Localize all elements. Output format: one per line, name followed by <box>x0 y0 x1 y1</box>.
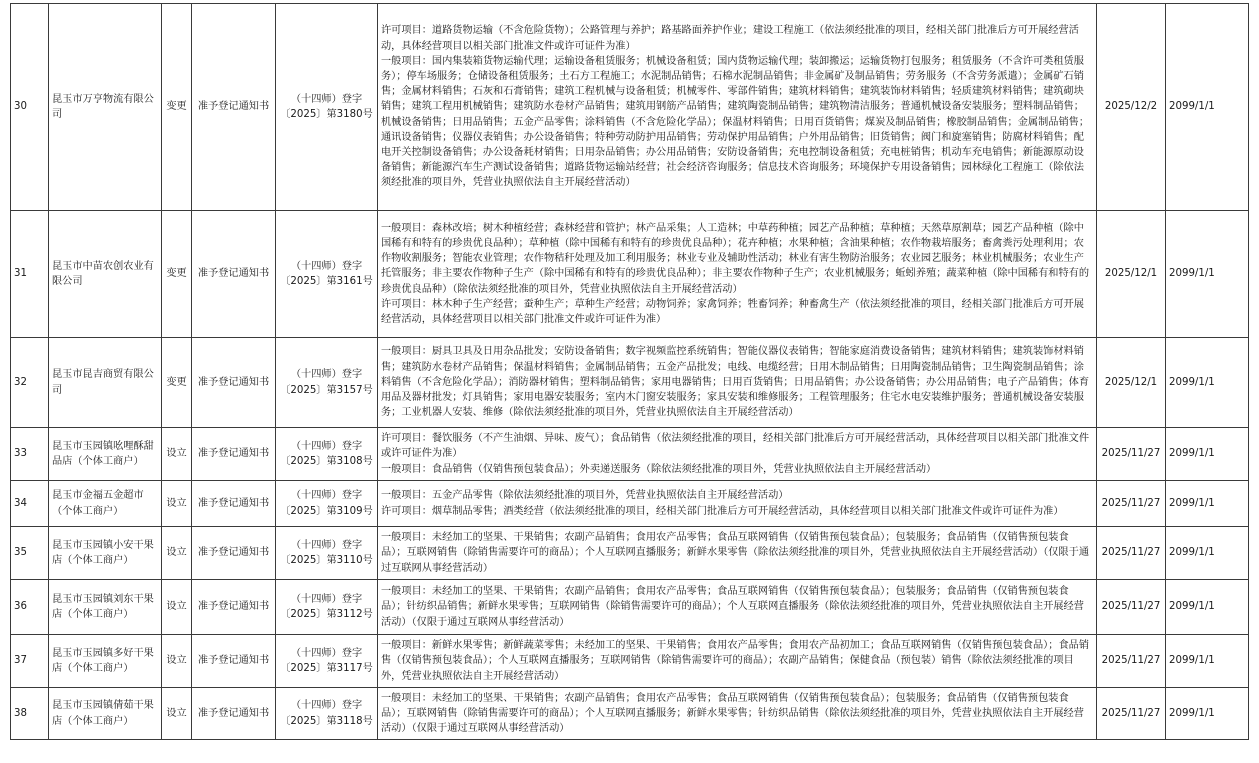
table-row <box>11 481 1249 527</box>
document-number: （十四师）登字〔2025〕第3117号 <box>276 635 378 688</box>
document-type: 准予登记通知书 <box>192 527 276 580</box>
expiry-date: 2099/1/1 <box>1166 527 1249 580</box>
document-number: （十四师）登字〔2025〕第3109号 <box>276 481 378 527</box>
registration-type: 变更 <box>162 211 192 338</box>
business-scope <box>378 338 1097 428</box>
approval-date: 2025/12/1 <box>1097 338 1166 428</box>
company-name: 昆玉市昆吉商贸有限公司 <box>49 338 162 428</box>
business-scope-paragraph: 一般项目：新鲜水果零售；新鲜蔬菜零售；未经加工的坚果、干果销售；食用农产品零售；食用农产品初加工；食品互联网销售（仅销售预包装食品）；食品销售（仅销售预包装食品）；个人互联网直播服务；互联网销售（除销售需要许可的商品）；农副产品销售；保健食品（预包装）销售（除依法须经批准的项目外，凭营业执照依法自主开展经营活动） <box>381 640 1090 682</box>
document-type: 准予登记通知书 <box>192 4 276 211</box>
company-name: 昆玉市中苗农创农业有限公司 <box>49 211 162 338</box>
registration-type: 设立 <box>162 527 192 580</box>
row-number: 30 <box>11 4 49 211</box>
document-number: （十四师）登字〔2025〕第3108号 <box>276 428 378 481</box>
registration-type: 设立 <box>162 580 192 635</box>
row-number: 32 <box>11 338 49 428</box>
company-name: 昆玉市玉园镇小安干果店（个体工商户） <box>49 527 162 580</box>
document-number: （十四师）登字〔2025〕第3180号 <box>276 4 378 211</box>
business-scope <box>378 635 1097 688</box>
business-scope <box>378 211 1097 338</box>
document-number: （十四师）登字〔2025〕第3157号 <box>276 338 378 428</box>
table-row <box>11 580 1249 635</box>
business-scope-paragraph: 许可项目：林木种子生产经营；蚕种生产；草种生产经营；动物饲养；家禽饲养；牲畜饲养；种畜禽生产（依法须经批准的项目，经相关部门批准后方可开展经营活动，具体经营项目以相关部门批准文件或许可证件为准） <box>381 298 1084 325</box>
document-type: 准予登记通知书 <box>192 580 276 635</box>
table-row <box>11 211 1249 338</box>
row-number: 38 <box>11 688 49 740</box>
row-number: 35 <box>11 527 49 580</box>
row-number: 33 <box>11 428 49 481</box>
expiry-date: 2099/1/1 <box>1166 481 1249 527</box>
registration-type: 设立 <box>162 428 192 481</box>
table-row <box>11 688 1249 740</box>
business-scope-paragraph: 许可项目：餐饮服务（不产生油烟、异味、废气）；食品销售（依法须经批准的项目，经相关部门批准后方可开展经营活动，具体经营项目以相关部门批准文件或许可证件为准） <box>381 433 1090 460</box>
company-name: 昆玉市玉园镇倩茹干果店（个体工商户） <box>49 688 162 740</box>
table-row <box>11 4 1249 211</box>
row-number: 31 <box>11 211 49 338</box>
business-scope-paragraph: 一般项目：厨具卫具及日用杂品批发；安防设备销售；数字视频监控系统销售；智能仪器仪表销售；智能家庭消费设备销售；建筑材料销售；建筑装饰材料销售；建筑防水卷材产品销售；保温材料销售；金属制品销售；五金产品批发；电线、电缆经营；日用木制品销售；日用陶瓷制品销售；卫生陶瓷制品销售；涂料销售（不含危险化学品）；消防器材销售；塑料制品销售；家用电器销售；日用百货销售；日用品销售；办公设备销售；办公用品销售；电子产品销售；体育用品及器材批发；灯具销售；家用电器安装服务；室内木门窗安装服务；家具安装和维修服务；工程管理服务；住宅水电安装维护服务；普通机械设备安装服务；工业机器人安装、维修（除依法须经批准的项目外，凭营业执照依法自主开展经营活动） <box>381 346 1090 419</box>
table-row <box>11 527 1249 580</box>
business-scope <box>378 527 1097 580</box>
table-row <box>11 635 1249 688</box>
registration-type: 设立 <box>162 688 192 740</box>
row-number: 36 <box>11 580 49 635</box>
business-scope-paragraph: 一般项目：未经加工的坚果、干果销售；农副产品销售；食用农产品零售；食品互联网销售（仅销售预包装食品）；包装服务；食品销售（仅销售预包装食品）；针纺织品销售；新鲜水果零售；互联网销售（除销售需要许可的商品）；个人互联网直播服务（除依法须经批准的项目外，凭营业执照依法自主开展经营活动）（仅限于通过互联网从事经营活动） <box>381 586 1084 628</box>
registration-type: 设立 <box>162 481 192 527</box>
business-scope-paragraph: 许可项目：道路货物运输（不含危险货物）；公路管理与养护；路基路面养护作业；建设工程施工（依法须经批准的项目，经相关部门批准后方可开展经营活动，具体经营项目以相关部门批准文件或许可证件为准） <box>381 25 1079 52</box>
company-name: 昆玉市玉园镇刘东干果店（个体工商户） <box>49 580 162 635</box>
registration-type: 变更 <box>162 338 192 428</box>
row-number: 37 <box>11 635 49 688</box>
document-number: （十四师）登字〔2025〕第3112号 <box>276 580 378 635</box>
business-scope <box>378 481 1097 527</box>
document-type: 准予登记通知书 <box>192 635 276 688</box>
expiry-date: 2099/1/1 <box>1166 635 1249 688</box>
expiry-date: 2099/1/1 <box>1166 211 1249 338</box>
registration-type: 变更 <box>162 4 192 211</box>
business-scope <box>378 580 1097 635</box>
expiry-date: 2099/1/1 <box>1166 4 1249 211</box>
business-scope <box>378 428 1097 481</box>
expiry-date: 2099/1/1 <box>1166 428 1249 481</box>
approval-date: 2025/11/27 <box>1097 688 1166 740</box>
business-scope-paragraph: 一般项目：食品销售（仅销售预包装食品）；外卖递送服务（除依法须经批准的项目外，凭营业执照依法自主开展经营活动） <box>381 463 937 475</box>
table-row <box>11 428 1249 481</box>
business-scope-paragraph: 一般项目：森林改培；树木种植经营；森林经营和管护；林产品采集；人工造林；中草药种植；园艺产品种植；草种植；天然草原割草；园艺产品种植（除中国稀有和特有的珍贵优良品种）；草种植（除中国稀有和特有的珍贵优良品种）；花卉种植；水果种植；含油果种植；农作物栽培服务；畜禽粪污处理利用；农作物收割服务；智能农业管理；农作物秸秆处理及加工利用服务；林业专业及辅助性活动；林业有害生物防治服务；农业园艺服务；林业机械服务；农业生产托管服务；非主要农作物种子生产（除中国稀有和特有的珍贵优良品种）；非主要农作物种子生产；农业机械服务；蚯蚓养殖；蔬菜种植（除中国稀有和特有的珍贵优良品种）（除依法须经批准的项目外，凭营业执照依法自主开展经营活动） <box>381 222 1090 295</box>
document-number: （十四师）登字〔2025〕第3110号 <box>276 527 378 580</box>
approval-date: 2025/11/27 <box>1097 428 1166 481</box>
company-name: 昆玉市玉园镇吆哩酥甜品店（个体工商户） <box>49 428 162 481</box>
business-scope <box>378 4 1097 211</box>
expiry-date: 2099/1/1 <box>1166 580 1249 635</box>
row-number: 34 <box>11 481 49 527</box>
business-scope-paragraph: 许可项目：烟草制品零售；酒类经营（依法须经批准的项目，经相关部门批准后方可开展经营活动，具体经营项目以相关部门批准文件或许可证件为准） <box>381 505 1064 517</box>
company-name: 昆玉市玉园镇多好干果店（个体工商户） <box>49 635 162 688</box>
document-type: 准予登记通知书 <box>192 428 276 481</box>
document-type: 准予登记通知书 <box>192 481 276 527</box>
approval-date: 2025/11/27 <box>1097 580 1166 635</box>
approval-date: 2025/11/27 <box>1097 481 1166 527</box>
approval-date: 2025/11/27 <box>1097 635 1166 688</box>
document-type: 准予登记通知书 <box>192 211 276 338</box>
approval-date: 2025/12/1 <box>1097 211 1166 338</box>
document-number: （十四师）登字〔2025〕第3161号 <box>276 211 378 338</box>
business-scope-paragraph: 一般项目：未经加工的坚果、干果销售；农副产品销售；食用农产品零售；食品互联网销售（仅销售预包装食品）；包装服务；食品销售（仅销售预包装食品）；互联网销售（除销售需要许可的商品）；个人互联网直播服务；新鲜水果零售（除依法须经批准的项目外，凭营业执照依法自主开展经营活动）（仅限于通过互联网从事经营活动） <box>381 532 1090 574</box>
document-type: 准予登记通知书 <box>192 338 276 428</box>
expiry-date: 2099/1/1 <box>1166 688 1249 740</box>
registration-table <box>10 3 1249 740</box>
business-scope-paragraph: 一般项目：未经加工的坚果、干果销售；农副产品销售；食用农产品零售；食品互联网销售（仅销售预包装食品）；包装服务；食品销售（仅销售预包装食品）；互联网销售（除销售需要许可的商品）；个人互联网直播服务；新鲜水果零售；针纺织品销售（除依法须经批准的项目外，凭营业执照依法自主开展经营活动）（仅限于通过互联网从事经营活动） <box>381 692 1084 735</box>
business-scope-paragraph: 一般项目：国内集装箱货物运输代理；运输设备租赁服务；机械设备租赁；国内货物运输代理；装卸搬运；运输货物打包服务；租赁服务（不含许可类租赁服务）；停车场服务；仓储设备租赁服务；土石方工程施工；水泥制品销售；石棉水泥制品销售；非金属矿及制品销售；劳务服务（不含劳务派遣）；金属矿石销售；金属材料销售；石灰和石膏销售；建筑工程机械与设备租赁；机械零件、零部件销售；建筑材料销售；建筑装饰材料销售；轻质建筑材料销售；建筑砌块销售；建筑工程用机械销售；建筑防水卷材产品销售；建筑用钢筋产品销售；建筑陶瓷制品销售；建筑物清洁服务；普通机械设备安装服务；塑料制品销售；机械设备销售；日用品销售；五金产品零售；涂料销售（不含危险化学品）；保温材料销售；日用百货销售；煤炭及制品销售；橡胶制品销售；金属制品销售；通讯设备销售；仪器仪表销售；办公设备销售；特种劳动防护用品销售；劳动保护用品销售；户外用品销售；旧货销售；阀门和旋塞销售；防腐材料销售；配电开关控制设备销售；办公设备耗材销售；日用杂品销售；办公用品销售；安防设备销售；充电控制设备租赁；充电桩销售；机动车充电销售；新能源原动设备销售；新能源汽车生产测试设备销售；道路货物运输站经营；社会经济咨询服务；信息技术咨询服务；环境保护专用设备销售；园林绿化工程施工（除依法须经批准的项目外，凭营业执照依法自主开展经营活动） <box>381 55 1090 189</box>
expiry-date: 2099/1/1 <box>1166 338 1249 428</box>
approval-date: 2025/12/2 <box>1097 4 1166 211</box>
table-body <box>11 4 1249 740</box>
document-number: （十四师）登字〔2025〕第3118号 <box>276 688 378 740</box>
company-name: 昆玉市金福五金超市（个体工商户） <box>49 481 162 527</box>
approval-date: 2025/11/27 <box>1097 527 1166 580</box>
document-type: 准予登记通知书 <box>192 688 276 740</box>
company-name: 昆玉市万亨物流有限公司 <box>49 4 162 211</box>
table-row <box>11 338 1249 428</box>
registration-type: 设立 <box>162 635 192 688</box>
business-scope-paragraph: 一般项目：五金产品零售（除依法须经批准的项目外，凭营业执照依法自主开展经营活动） <box>381 490 789 502</box>
business-scope <box>378 688 1097 740</box>
